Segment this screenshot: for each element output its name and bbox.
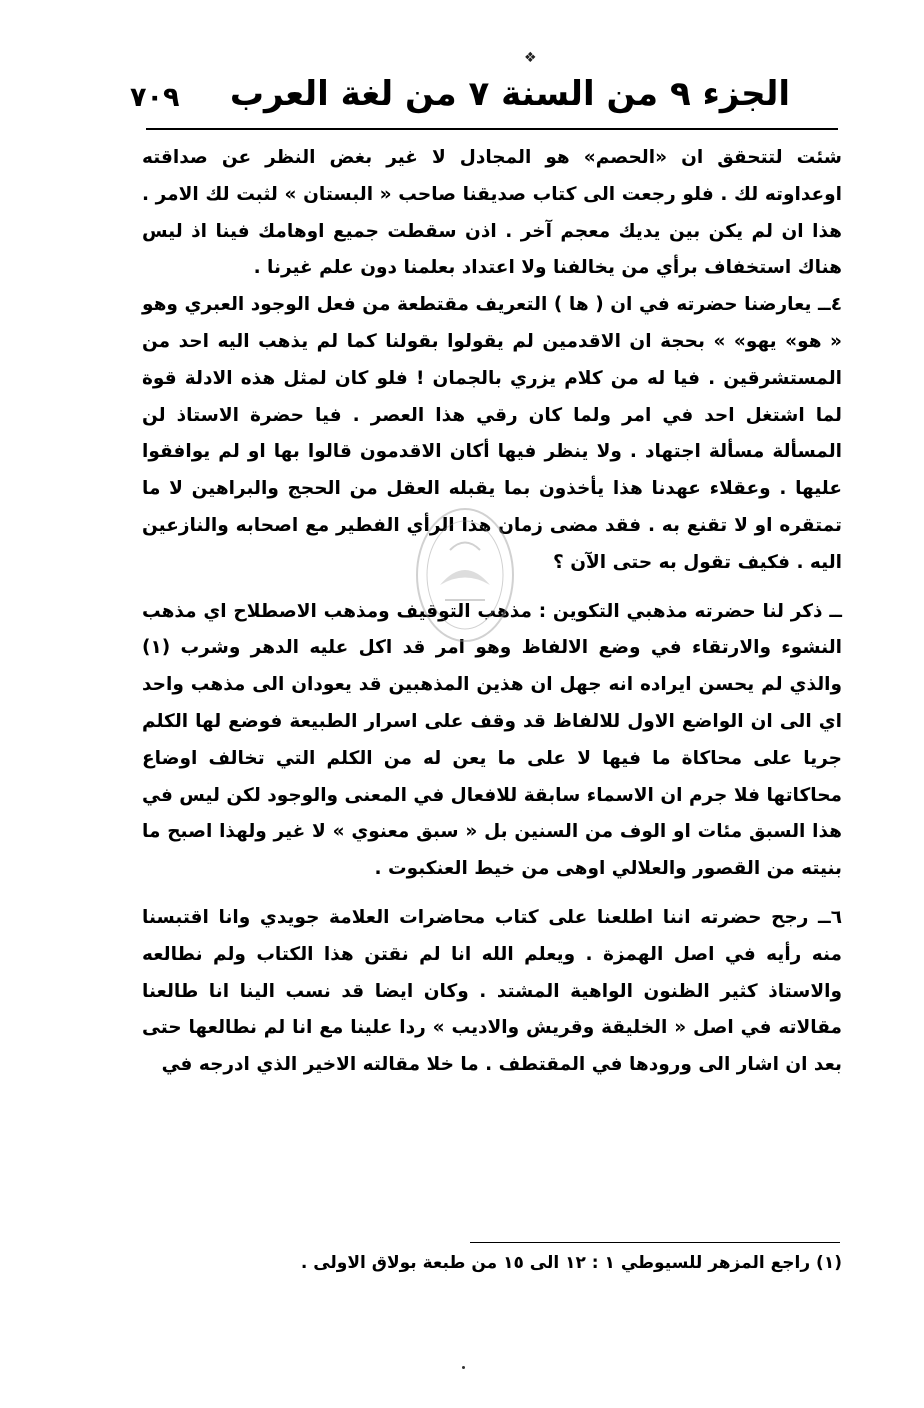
page-header	[130, 72, 790, 122]
footnote-divider	[470, 1242, 840, 1243]
paragraph: ٦ــ رجح حضرته اننا اطلعنا على كتاب محاضرات العلامة جويدي وانا اقتبسنا منه رأيه في اصل الهمزة . ويعلم الله انا لم نقتن هذا الكتاب ولم نطالعه والاستاذ كثير الظنون الواهية المشتد . وكان ايضا قد نسب الينا انا طالعنا مقالاته في اصل « الخليقة وقريش والاديب » ردا علينا مع انا لم نطالعها حتى بعد ان اشار الى ورودها في المقتطف . ما خلا مقالته الاخير الذي ادرجه في	[142, 906, 842, 1076]
ornament-mark: ❖	[524, 50, 537, 66]
scan-speck	[462, 1366, 465, 1369]
header-divider	[146, 128, 838, 130]
paragraph: شئت لتتحقق ان «الحصم» هو المجادل لا غير بغض النظر عن صداقته اوعداوته لك . فلو رجعت الى كتاب صديقنا صاحب « البستان » لثبت لك الامر . هذا ان لم يكن بين يديك معجم آخر . اذن سقطت جميع اوهامك فينا اذ ليس هناك استخفاف برأي من يخالفنا ولا اعتداد بعلمنا دون علم غيرنا .	[142, 147, 842, 279]
paragraph: ــ ذكر لنا حضرته مذهبي التكوين : مذهب التوقيف ومذهب الاصطلاح اي مذهب النشوء والارتقاء في وضع الالفاظ وهو امر قد اكل عليه الدهر وشرب (١) والذي لم يحسن ايراده انه جهل ان هذين المذهبين قد يعودان الى مذهب واحد اي الى ان الواضع الاول للالفاظ قد وقف على اسرار الطبيعة فوضع لها الكلم جريا على محاكاة ما فيها لا على ما يعن له من الكلم التي تخالف اوضاع محاكاتها فلا جرم ان الاسماء سابقة للافعال في المعنى والوجود لكن ليس في هذا السبق مئات او الوف من السنين بل « سبق معنوي » لا غير ولهذا اصبح ما بنيته من القصور والعلالي اوهى من خيط العنكبوت .	[142, 600, 842, 880]
paragraph: ٤ــ يعارضنا حضرته في ان ( ها ) التعريف مقتطعة من فعل الوجود العبري وهو « هو» يهو» » بحجة ان الاقدمين لم يقولوا بقولنا كما لم يذهب اليه احد من المستشرقين . فيا له من كلام يزري بالجمان ! فلو كان لمثل هذه الادلة قوة لما اشتغل احد في امر ولما كان رقي هذا العصر . فيا حضرة الاستاذ لن المسألة مسألة اجتهاد . ولا ينظر فيها أكان الاقدمون قالوا بها او لم يوافقوا عليها . وعقلاء عهدنا هذا يأخذون بما يقبله العقل من الحجج والبراهين لا ما تمتقره او لا تقنع به . فقد مضى زمان هذا الرأي الفطير مع اصحابه والنازعين اليه . فكيف تقول به حتى الآن ؟	[142, 294, 842, 573]
page-number: ٧٠٩	[130, 82, 180, 113]
footnote: (١) راجع المزهر للسيوطي ١ : ١٢ الى ١٥ من طبعة بولاق الاولى .	[300, 1253, 842, 1273]
library-seal-icon	[410, 500, 520, 650]
running-title: الجزء ٩ من السنة ٧ من لغة العرب	[229, 74, 790, 114]
